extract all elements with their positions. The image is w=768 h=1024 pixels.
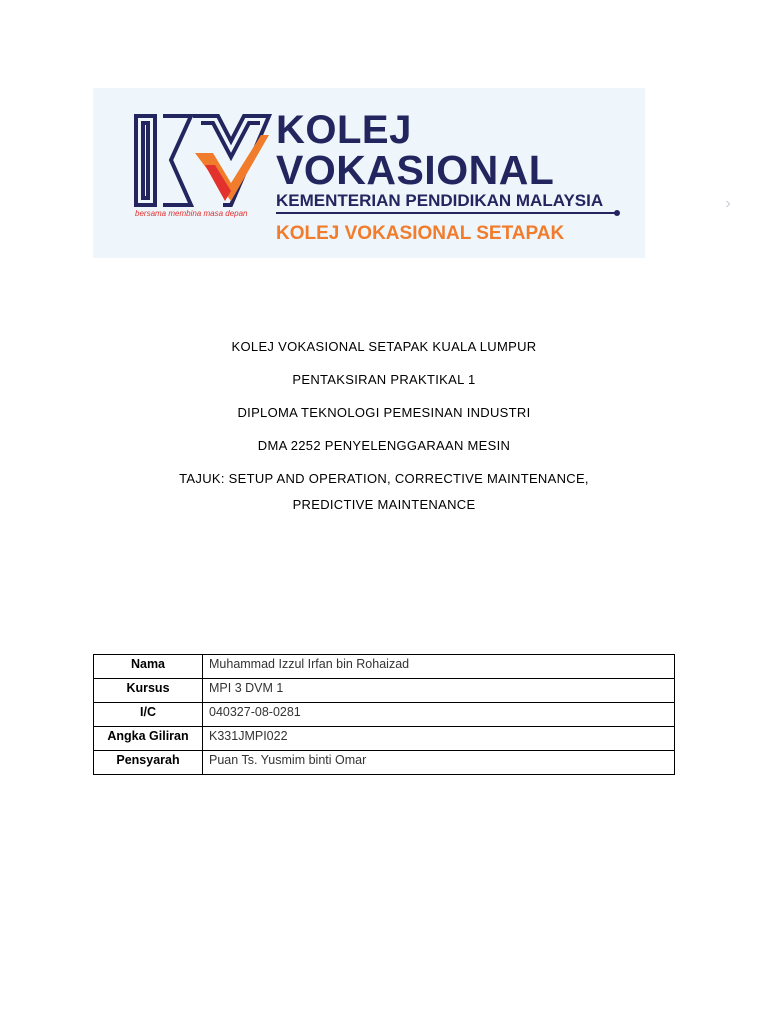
logo-text-ministry: KEMENTERIAN PENDIDIKAN MALAYSIA <box>276 191 604 210</box>
title-topic: TAJUK: SETUP AND OPERATION, CORRECTIVE MAINTENANCE, <box>179 471 589 486</box>
row-value-lecturer: Puan Ts. Yusmim binti Omar <box>203 751 675 775</box>
logo-underline <box>276 212 617 214</box>
chevron-right-icon[interactable]: › <box>725 195 731 212</box>
logo-text-vokasional: VOKASIONAL <box>276 147 555 193</box>
row-value-name: Muhammad Izzul Irfan bin Rohaizad <box>203 655 675 679</box>
row-value-index-number: K331JMPI022 <box>203 727 675 751</box>
table-row <box>94 703 675 727</box>
logo-text-college-name: KOLEJ VOKASIONAL SETAPAK <box>276 223 565 244</box>
row-label-name: Nama <box>94 655 203 679</box>
row-label-course: Kursus <box>94 679 203 703</box>
student-info-table <box>93 654 675 775</box>
table-row <box>94 679 675 703</box>
college-logo-banner <box>93 88 731 258</box>
title-college: KOLEJ VOKASIONAL SETAPAK KUALA LUMPUR <box>231 339 537 354</box>
title-assessment: PENTAKSIRAN PRAKTIKAL 1 <box>292 372 476 387</box>
logo-text-kolej: KOLEJ <box>276 108 412 152</box>
table-row <box>94 727 675 751</box>
row-label-index-number: Angka Giliran <box>94 727 203 751</box>
table-row <box>94 655 675 679</box>
row-value-ic: 040327-08-0281 <box>203 703 675 727</box>
title-diploma: DIPLOMA TEKNOLOGI PEMESINAN INDUSTRI <box>237 405 531 420</box>
row-value-course: MPI 3 DVM 1 <box>203 679 675 703</box>
row-label-lecturer: Pensyarah <box>94 751 203 775</box>
kv-logo-mark <box>133 113 273 208</box>
title-topic-continued: PREDICTIVE MAINTENANCE <box>292 497 476 512</box>
title-course-code: DMA 2252 PENYELENGGARAAN MESIN <box>257 438 511 453</box>
logo-tagline: bersama membina masa depan <box>135 209 248 218</box>
row-label-ic: I/C <box>94 703 203 727</box>
table-row <box>94 751 675 775</box>
